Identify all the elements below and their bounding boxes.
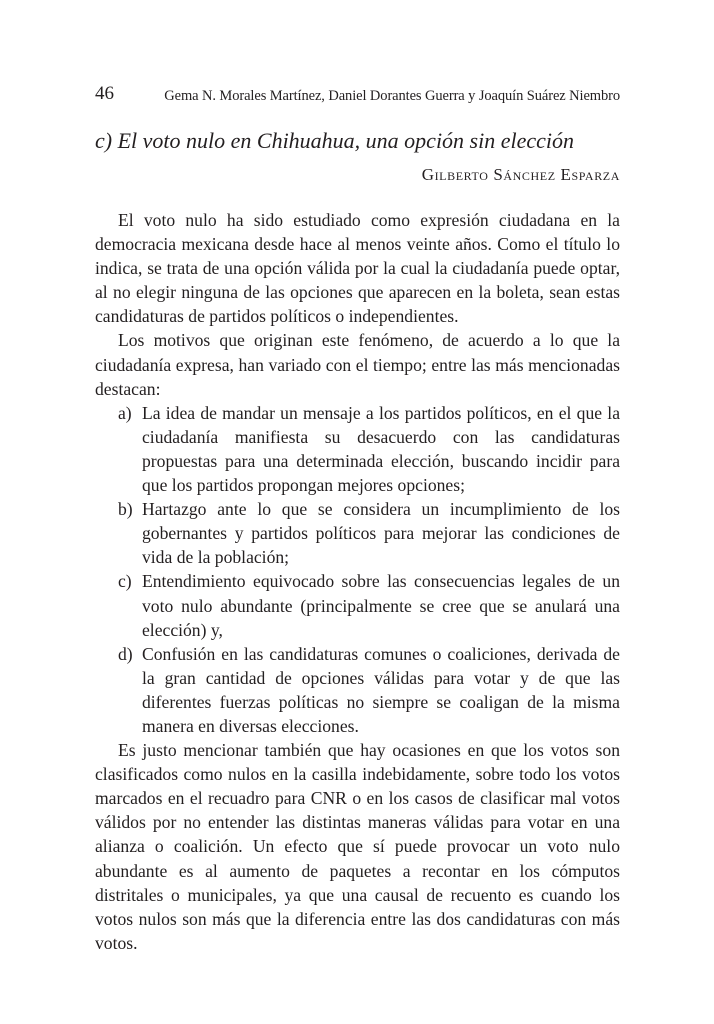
running-head-authors: Gema N. Morales Martínez, Daniel Dorantes Guerra y Joaquín Suárez Niembro	[164, 88, 620, 104]
list-marker: b)	[118, 499, 133, 520]
list-item	[95, 569, 620, 641]
list-item-text: Hartazgo ante lo que se considera un incumplimiento de los gobernantes y partidos políticos para mejorar las condiciones de vida de la población;	[142, 499, 620, 568]
running-head	[95, 80, 620, 108]
list-item-text: La idea de mandar un mensaje a los partidos políticos, en el que la ciudadanía manifiesta su desacuerdo con las candidaturas propuestas para una determinada elección, buscando incidir para que los partidos propongan mejores opciones;	[142, 402, 620, 496]
list-marker: a)	[118, 402, 132, 423]
list-item	[95, 401, 620, 497]
list-item	[95, 497, 620, 569]
list-item-text: Entendimiento equivocado sobre las consecuencias legales de un voto nulo abundante (principalmente se cree que se anulará una elección) y,	[142, 571, 620, 640]
motives-list	[95, 401, 620, 738]
section-title: c) El voto nulo en Chihuahua, una opción sin elección	[95, 128, 575, 153]
list-marker: c)	[118, 571, 132, 592]
page-number: 46	[95, 83, 114, 104]
paragraph-intro: El voto nulo ha sido estudiado como expresión ciudadana en la democracia mexicana desde hace al menos veinte años. Como el título lo indica, se trata de una opción válida por la cual la ciudadanía puede optar, al no elegir ninguna de las opciones que aparecen en la boleta, sean estas candidaturas de partidos políticos o independientes.	[95, 210, 620, 327]
list-marker: d)	[118, 643, 133, 664]
body-text	[95, 208, 620, 955]
list-item	[95, 642, 620, 738]
paragraph-motives: Los motivos que originan este fenómeno, de acuerdo a lo que la ciudadanía expresa, han variado con el tiempo; entre las más mencionadas destacan:	[95, 330, 620, 399]
list-item-text: Confusión en las candidaturas comunes o coaliciones, derivada de la gran cantidad de opciones válidas para votar y de que las diferentes fuerzas políticas no siempre se coaligan de la misma manera en diversas elecciones.	[142, 643, 620, 736]
paragraph-null-votes: Es justo mencionar también que hay ocasiones en que los votos son clasificados como nulos en la casilla indebidamente, sobre todo los votos marcados en el recuadro para CNR o en los casos de clasificar mal votos válidos por no entender las distintas maneras válidas para votar en una alianza o coalición. Un efecto que sí puede provocar un voto nulo abundante es al aumento de paquetes a recontar en los cómputos distritales o municipales, ya que una causal de recuento es cuando los votos nulos son más que la diferencia entre las dos candidaturas con más votos.	[95, 740, 620, 953]
section-author: Gilberto Sánchez Esparza	[421, 165, 620, 184]
